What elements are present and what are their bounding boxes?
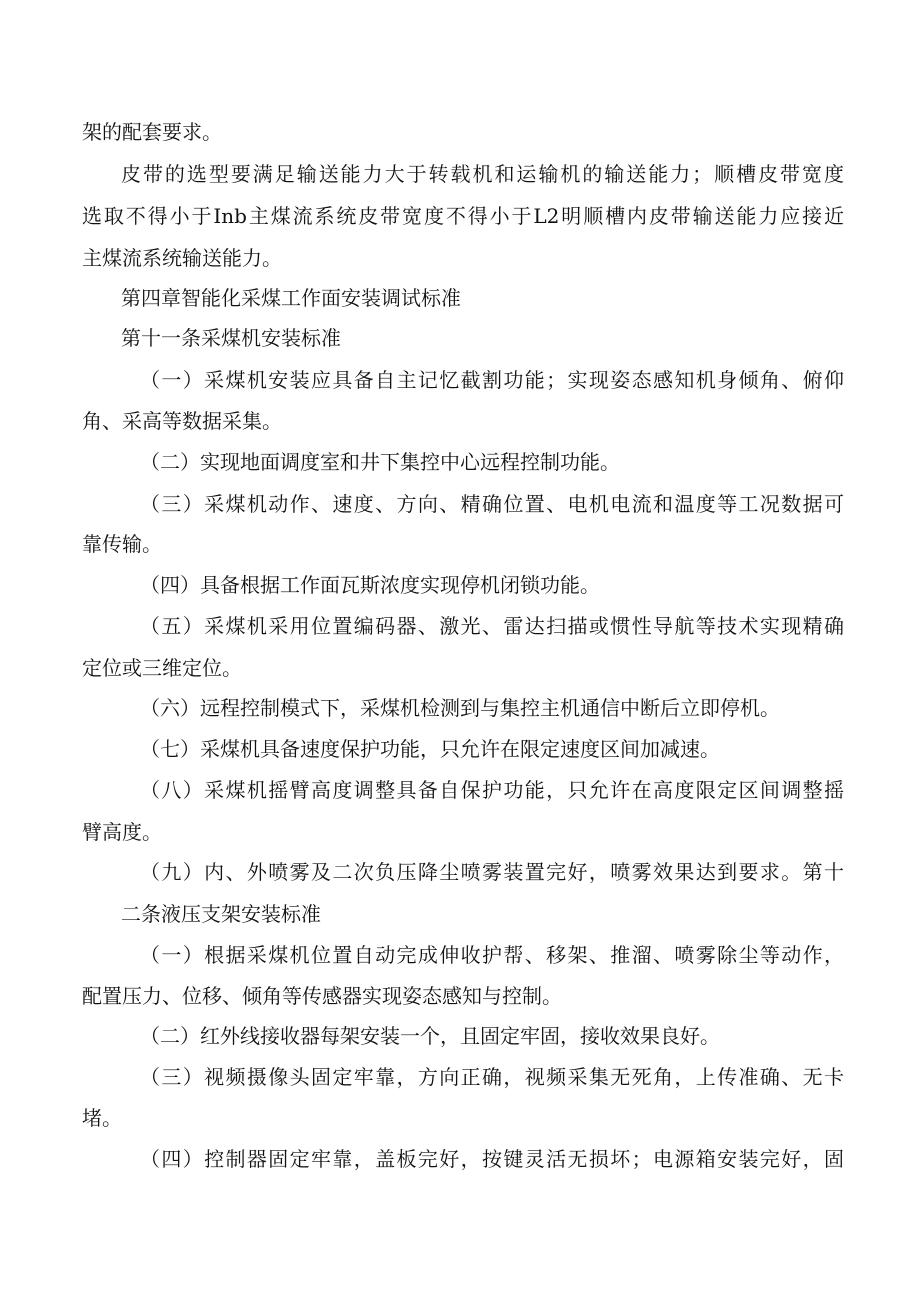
paragraph-line: 堵。 <box>82 1106 122 1130</box>
paragraph-line: （三）视频摄像头固定牢靠，方向正确，视频采集无死角，上传准确、无卡 <box>140 1065 844 1089</box>
paragraph-line: 定位或三维定位。 <box>82 656 242 680</box>
paragraph-line: （七）采煤机具备速度保护功能，只允许在限定速度区间加减速。 <box>140 737 720 761</box>
paragraph-line: （二）实现地面调度室和井下集控中心远程控制功能。 <box>140 450 620 474</box>
paragraph-line: （五）采煤机采用位置编码器、激光、雷达扫描或惯性导航等技术实现精确 <box>140 614 844 638</box>
paragraph-line: （八）采煤机摇臂高度调整具备自保护功能，只允许在高度限定区间调整摇 <box>140 778 844 802</box>
paragraph-line: 角、采高等数据采集。 <box>82 409 282 433</box>
paragraph-line: （九）内、外喷雾及二次负压降尘喷雾装置完好，喷雾效果达到要求。第十 <box>140 860 844 884</box>
paragraph-line: 选取不得小于Inb主煤流系统皮带宽度不得小于L2明顺槽内皮带输送能力应接近 <box>82 204 844 228</box>
article-heading: 二条液压支架安装标准 <box>121 902 321 926</box>
paragraph-line: 靠传输。 <box>82 532 162 556</box>
paragraph-line: （四）具备根据工作面瓦斯浓度实现停机闭锁功能。 <box>140 573 600 597</box>
chapter-heading: 第四章智能化采煤工作面安装调试标准 <box>121 286 461 310</box>
paragraph-line: （三）采煤机动作、速度、方向、精确位置、电机电流和温度等工况数据可 <box>140 492 844 516</box>
paragraph-line: 皮带的选型要满足输送能力大于转载机和运输机的输送能力；顺槽皮带宽度 <box>121 162 844 186</box>
article-heading: 第十一条采煤机安装标准 <box>121 326 341 350</box>
paragraph-line: 配置压力、位移、倾角等传感器实现姿态感知与控制。 <box>82 984 562 1008</box>
paragraph-line: （一）采煤机安装应具备自主记忆截割功能；实现姿态感知机身倾角、俯仰 <box>140 368 844 392</box>
paragraph-line: （六）远程控制模式下，采煤机检测到与集控主机通信中断后立即停机。 <box>140 696 780 720</box>
paragraph-line: 主煤流系统输送能力。 <box>82 246 282 270</box>
paragraph-line: （二）红外线接收器每架安装一个，且固定牢固，接收效果良好。 <box>140 1024 720 1048</box>
paragraph-line: 架的配套要求。 <box>82 120 222 144</box>
paragraph-line: （一）根据采煤机位置自动完成伸收护帮、移架、推溜、喷雾除尘等动作， <box>140 943 844 967</box>
paragraph-line: 臂高度。 <box>82 820 162 844</box>
paragraph-line: （四）控制器固定牢靠，盖板完好，按键灵活无损坏；电源箱安装完好，固 <box>140 1147 844 1171</box>
